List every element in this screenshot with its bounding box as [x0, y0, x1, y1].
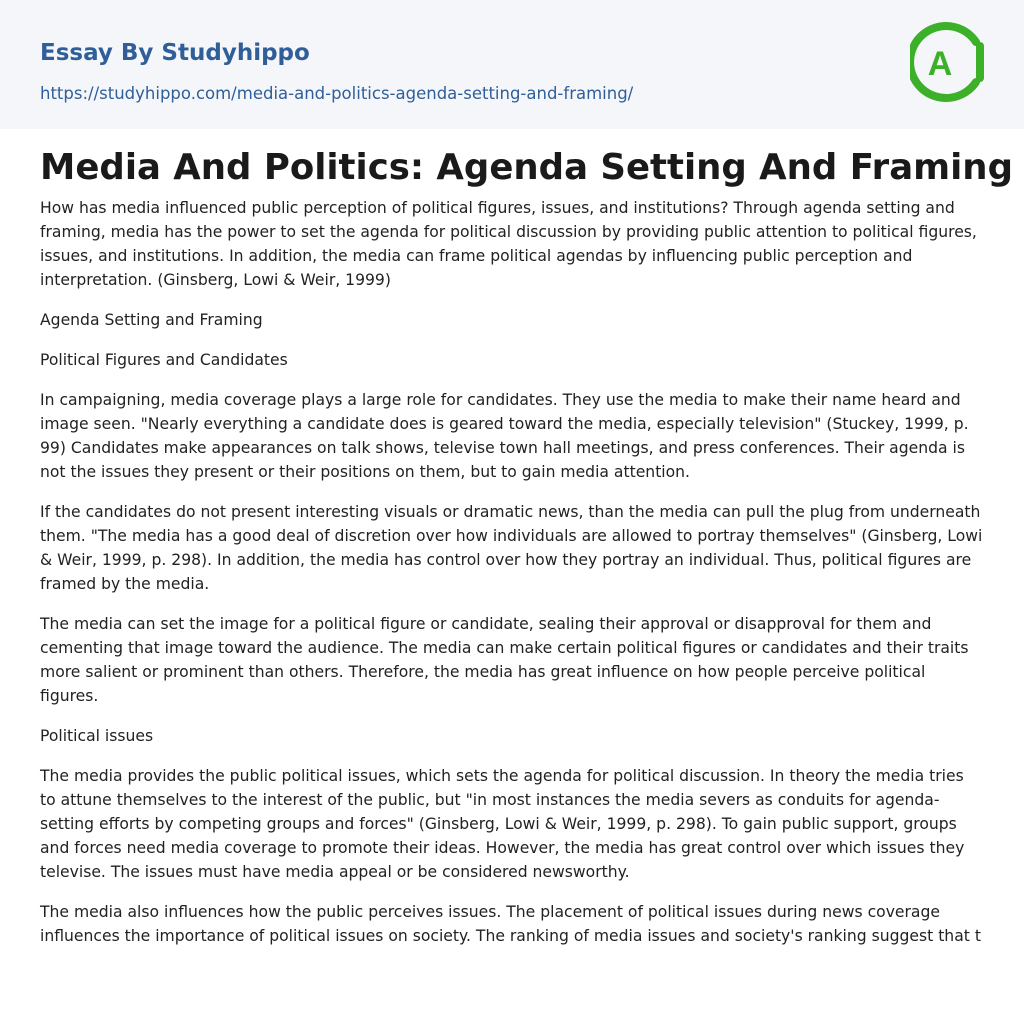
article	[0, 129, 1024, 948]
section-heading: Political Figures and Candidates	[40, 351, 288, 369]
logo-ring-bar	[976, 42, 984, 82]
essay-url-link[interactable]: https://studyhippo.com/media-and-politics-agenda-setting-and-framing/	[40, 84, 634, 103]
section-heading: Agenda Setting and Framing	[40, 311, 263, 329]
paragraph: If the candidates do not present interesting visuals or dramatic news, than the media can pull the plug from underneath them. "The media has a good deal of discretion over how individuals are allowed to portray themselves" (Ginsberg, Lowi & Weir, 1999, p. 298). In addition, the media has control over how they portray an individual. Thus, political figures are framed by the media.	[40, 503, 983, 593]
paragraph: The media also influences how the public perceives issues. The placement of political issues during news coverage influences the importance of political issues on society. The ranking of media issues and society's ranking suggest that t	[40, 903, 981, 945]
paragraph: In campaigning, media coverage plays a large role for candidates. They use the media to make their name heard and image seen. "Nearly everything a candidate does is geared toward the media, especially television" (Stuckey, 1999, p. 99) Candidates make appearances on talk shows, televise town hall meetings, and press conferences. Their agenda is not the issues they present or their positions on them, but to gain media attention.	[40, 391, 969, 481]
paragraph: The media provides the public political issues, which sets the agenda for political discussion. In theory the media tries to attune themselves to the interest of the public, but "in most instances the media severs as conduits for agenda-setting efforts by competing groups and forces" (Ginsberg, Lowi & Weir, 1999, p. 298). To gain public support, groups and forces need media coverage to promote their ideas. However, the media has great control over which issues they televise. The issues must have media appeal or be considered newsworthy.	[40, 767, 965, 881]
paragraph: How has media influenced public perception of political figures, issues, and institutions? Through agenda setting and framing, media has the power to set the agenda for political discussion by providing public attention to political figures, issues, and institutions. In addition, the media can frame political agendas by influencing public perception and interpretation. (Ginsberg, Lowi & Weir, 1999)	[40, 199, 977, 289]
section-heading: Political issues	[40, 727, 154, 745]
brand-title[interactable]: Essay By Studyhippo	[40, 40, 310, 66]
paragraph: The media can set the image for a political figure or candidate, sealing their approval or disapproval for them and cementing that image toward the audience. The media can make certain political figures or candidates and their traits more salient or prominent than others. Therefore, the media has great influence on how people perceive political figures.	[40, 615, 969, 705]
site-header	[0, 0, 1024, 129]
page-title: Media And Politics: Agenda Setting And Framing	[40, 147, 1013, 188]
logo-letter: A	[927, 45, 953, 83]
studyhippo-logo-icon[interactable]	[910, 18, 988, 106]
article-body	[40, 196, 984, 948]
